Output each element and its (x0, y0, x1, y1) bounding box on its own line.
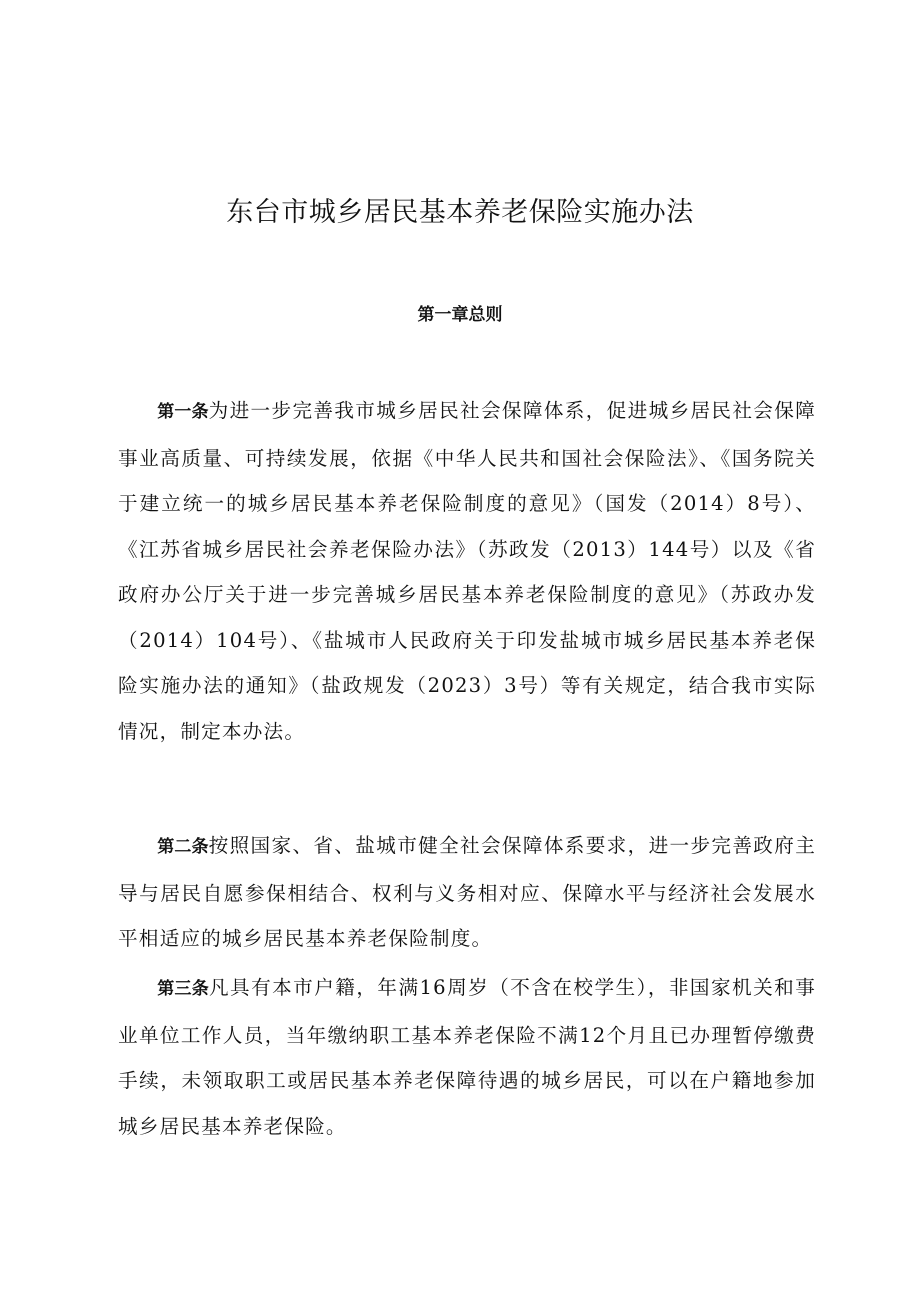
article-label: 第一条 (157, 402, 209, 422)
article-label: 第二条 (157, 837, 209, 857)
article-text: 为进一步完善我市城乡居民社会保障体系，促进城乡居民社会保障事业高质量、可持续发展，依据《中华人民共和国社会保险法》、《国务院关于建立统一的城乡居民基本养老保险制度的意见》（国发（2014）8号）、《江苏省城乡居民社会养老保险办法》（苏政发（2013）144号）以及《省政府办公厅关于进一步完善城乡居民基本养老保险制度的意见》（苏政办发（2014）104号）、《盐城市人民政府关于印发盐城市城乡居民基本养老保险实施办法的通知》（盐政规发（2023）3号）等有关规定，结合我市实际情况，制定本办法。 (118, 399, 816, 743)
article-1 (118, 388, 816, 754)
article-3 (118, 965, 816, 1149)
article-text: 凡具有本市户籍，年满16周岁（不含在校学生），非国家机关和事业单位工作人员，当年缴纳职工基本养老保险不满12个月且已办理暂停缴费手续，未领取职工或居民基本养老保障待遇的城乡居民，可以在户籍地参加城乡居民基本养老保险。 (118, 976, 816, 1138)
document-title: 东台市城乡居民基本养老保险实施办法 (226, 197, 694, 228)
article-2 (118, 823, 816, 962)
chapter-title: 第一章总则 (417, 305, 503, 325)
article-text: 按照国家、省、盐城市健全社会保障体系要求，进一步完善政府主导与居民自愿参保相结合、权利与义务相对应、保障水平与经济社会发展水平相适应的城乡居民基本养老保险制度。 (118, 834, 816, 950)
article-label: 第三条 (157, 979, 209, 999)
